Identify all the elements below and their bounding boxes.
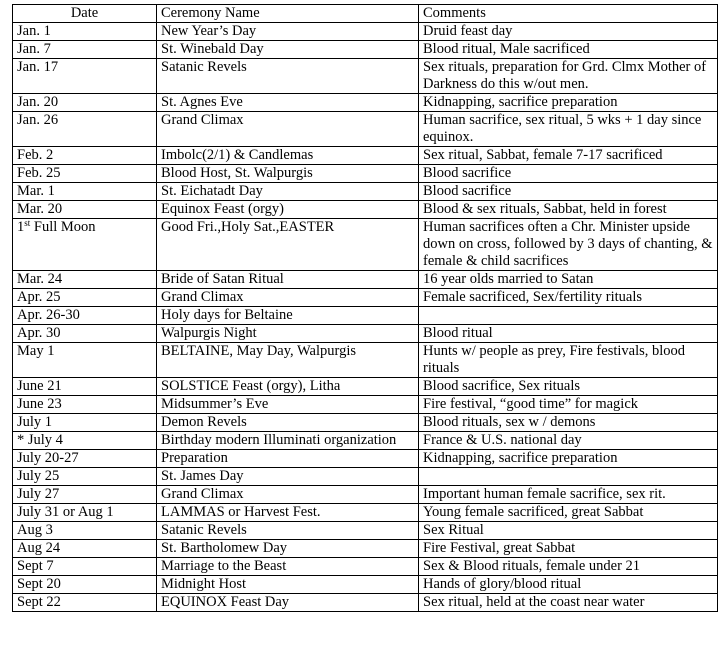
table-row xyxy=(13,414,718,432)
cell-comments xyxy=(419,468,718,486)
ceremony-table xyxy=(12,4,718,612)
cell-date: Mar. 1 xyxy=(13,183,157,201)
cell-date: July 1 xyxy=(13,414,157,432)
cell-date: Apr. 25 xyxy=(13,289,157,307)
table-row xyxy=(13,343,718,378)
cell-ceremony: St. Winebald Day xyxy=(157,41,419,59)
cell-ceremony: Bride of Satan Ritual xyxy=(157,271,419,289)
table-row xyxy=(13,94,718,112)
cell-ceremony: Midnight Host xyxy=(157,576,419,594)
table-row xyxy=(13,183,718,201)
cell-ceremony: St. Bartholomew Day xyxy=(157,540,419,558)
cell-ceremony: Birthday modern Illuminati organization xyxy=(157,432,419,450)
cell-comments: Kidnapping, sacrifice preparation xyxy=(419,94,718,112)
cell-comments: Sex ritual, held at the coast near water xyxy=(419,594,718,612)
cell-comments: Sex Ritual xyxy=(419,522,718,540)
cell-ceremony: Grand Climax xyxy=(157,289,419,307)
cell-ceremony: Good Fri.,Holy Sat.,EASTER xyxy=(157,219,419,271)
cell-comments: 16 year olds married to Satan xyxy=(419,271,718,289)
cell-comments: Hands of glory/blood ritual xyxy=(419,576,718,594)
cell-date: Jan. 20 xyxy=(13,94,157,112)
cell-comments: Fire festival, “good time” for magick xyxy=(419,396,718,414)
cell-date: July 25 xyxy=(13,468,157,486)
cell-comments: Druid feast day xyxy=(419,23,718,41)
cell-comments: Human sacrifice, sex ritual, 5 wks + 1 day since equinox. xyxy=(419,112,718,147)
cell-comments: Sex ritual, Sabbat, female 7-17 sacrificed xyxy=(419,147,718,165)
cell-date: May 1 xyxy=(13,343,157,378)
table-row xyxy=(13,594,718,612)
table-row xyxy=(13,432,718,450)
cell-ceremony: Equinox Feast (orgy) xyxy=(157,201,419,219)
cell-date: July 20-27 xyxy=(13,450,157,468)
table-row xyxy=(13,147,718,165)
cell-date: July 27 xyxy=(13,486,157,504)
table-row xyxy=(13,558,718,576)
cell-comments: Blood & sex rituals, Sabbat, held in forest xyxy=(419,201,718,219)
cell-comments: Blood ritual xyxy=(419,325,718,343)
table-row xyxy=(13,378,718,396)
table-row xyxy=(13,165,718,183)
cell-date: Feb. 25 xyxy=(13,165,157,183)
cell-ceremony: Satanic Revels xyxy=(157,59,419,94)
table-row xyxy=(13,59,718,94)
cell-comments: Blood ritual, Male sacrificed xyxy=(419,41,718,59)
cell-date: 1st Full Moon xyxy=(13,219,157,271)
cell-date: * July 4 xyxy=(13,432,157,450)
cell-date: Jan. 7 xyxy=(13,41,157,59)
cell-ceremony: St. Agnes Eve xyxy=(157,94,419,112)
cell-date: Apr. 30 xyxy=(13,325,157,343)
cell-ceremony: Imbolc(2/1) & Candlemas xyxy=(157,147,419,165)
cell-ceremony: New Year’s Day xyxy=(157,23,419,41)
cell-ceremony: SOLSTICE Feast (orgy), Litha xyxy=(157,378,419,396)
table-row xyxy=(13,289,718,307)
cell-comments: Blood sacrifice xyxy=(419,183,718,201)
cell-date: Mar. 24 xyxy=(13,271,157,289)
cell-date: Aug 3 xyxy=(13,522,157,540)
cell-comments: Female sacrificed, Sex/fertility rituals xyxy=(419,289,718,307)
cell-ceremony: Preparation xyxy=(157,450,419,468)
table-row xyxy=(13,41,718,59)
cell-date: Jan. 26 xyxy=(13,112,157,147)
cell-comments: Human sacrifices often a Chr. Minister upside down on cross, followed by 3 days of chanting, & female & child sacrifices xyxy=(419,219,718,271)
cell-ceremony: Midsummer’s Eve xyxy=(157,396,419,414)
cell-date: Feb. 2 xyxy=(13,147,157,165)
table-row xyxy=(13,23,718,41)
cell-date: Jan. 17 xyxy=(13,59,157,94)
cell-ceremony: Grand Climax xyxy=(157,112,419,147)
table-row xyxy=(13,504,718,522)
table-row xyxy=(13,450,718,468)
cell-comments: Young female sacrificed, great Sabbat xyxy=(419,504,718,522)
table-row xyxy=(13,219,718,271)
cell-date: Sept 22 xyxy=(13,594,157,612)
cell-comments: Fire Festival, great Sabbat xyxy=(419,540,718,558)
column-header-ceremony: Ceremony Name xyxy=(157,5,419,23)
cell-ceremony: Marriage to the Beast xyxy=(157,558,419,576)
table-row xyxy=(13,325,718,343)
cell-comments xyxy=(419,307,718,325)
cell-ceremony: St. James Day xyxy=(157,468,419,486)
cell-date: Mar. 20 xyxy=(13,201,157,219)
cell-date: June 21 xyxy=(13,378,157,396)
cell-comments: Blood sacrifice, Sex rituals xyxy=(419,378,718,396)
column-header-date: Date xyxy=(13,5,157,23)
cell-ceremony: Satanic Revels xyxy=(157,522,419,540)
cell-comments: Hunts w/ people as prey, Fire festivals, blood rituals xyxy=(419,343,718,378)
table-row xyxy=(13,522,718,540)
table-row xyxy=(13,112,718,147)
table-row xyxy=(13,540,718,558)
cell-ceremony: Blood Host, St. Walpurgis xyxy=(157,165,419,183)
cell-comments: Kidnapping, sacrifice preparation xyxy=(419,450,718,468)
cell-ceremony: Demon Revels xyxy=(157,414,419,432)
cell-date: Jan. 1 xyxy=(13,23,157,41)
cell-comments: Sex & Blood rituals, female under 21 xyxy=(419,558,718,576)
cell-comments: Important human female sacrifice, sex rit. xyxy=(419,486,718,504)
cell-comments: Sex rituals, preparation for Grd. Clmx Mother of Darkness do this w/out men. xyxy=(419,59,718,94)
table-row xyxy=(13,201,718,219)
column-header-comments: Comments xyxy=(419,5,718,23)
table-row xyxy=(13,271,718,289)
table-row xyxy=(13,576,718,594)
cell-ceremony: Walpurgis Night xyxy=(157,325,419,343)
cell-date: Sept 7 xyxy=(13,558,157,576)
cell-comments: Blood rituals, sex w / demons xyxy=(419,414,718,432)
table-body xyxy=(13,23,718,612)
cell-ceremony: St. Eichatadt Day xyxy=(157,183,419,201)
cell-comments: France & U.S. national day xyxy=(419,432,718,450)
table-row xyxy=(13,486,718,504)
table-row xyxy=(13,468,718,486)
table-row xyxy=(13,307,718,325)
cell-date: Apr. 26-30 xyxy=(13,307,157,325)
cell-ceremony: Grand Climax xyxy=(157,486,419,504)
cell-date: July 31 or Aug 1 xyxy=(13,504,157,522)
cell-comments: Blood sacrifice xyxy=(419,165,718,183)
cell-date: June 23 xyxy=(13,396,157,414)
table-header-row xyxy=(13,5,718,23)
cell-date: Aug 24 xyxy=(13,540,157,558)
cell-ceremony: Holy days for Beltaine xyxy=(157,307,419,325)
cell-ceremony: BELTAINE, May Day, Walpurgis xyxy=(157,343,419,378)
cell-date: Sept 20 xyxy=(13,576,157,594)
table-row xyxy=(13,396,718,414)
cell-ceremony: LAMMAS or Harvest Fest. xyxy=(157,504,419,522)
cell-ceremony: EQUINOX Feast Day xyxy=(157,594,419,612)
